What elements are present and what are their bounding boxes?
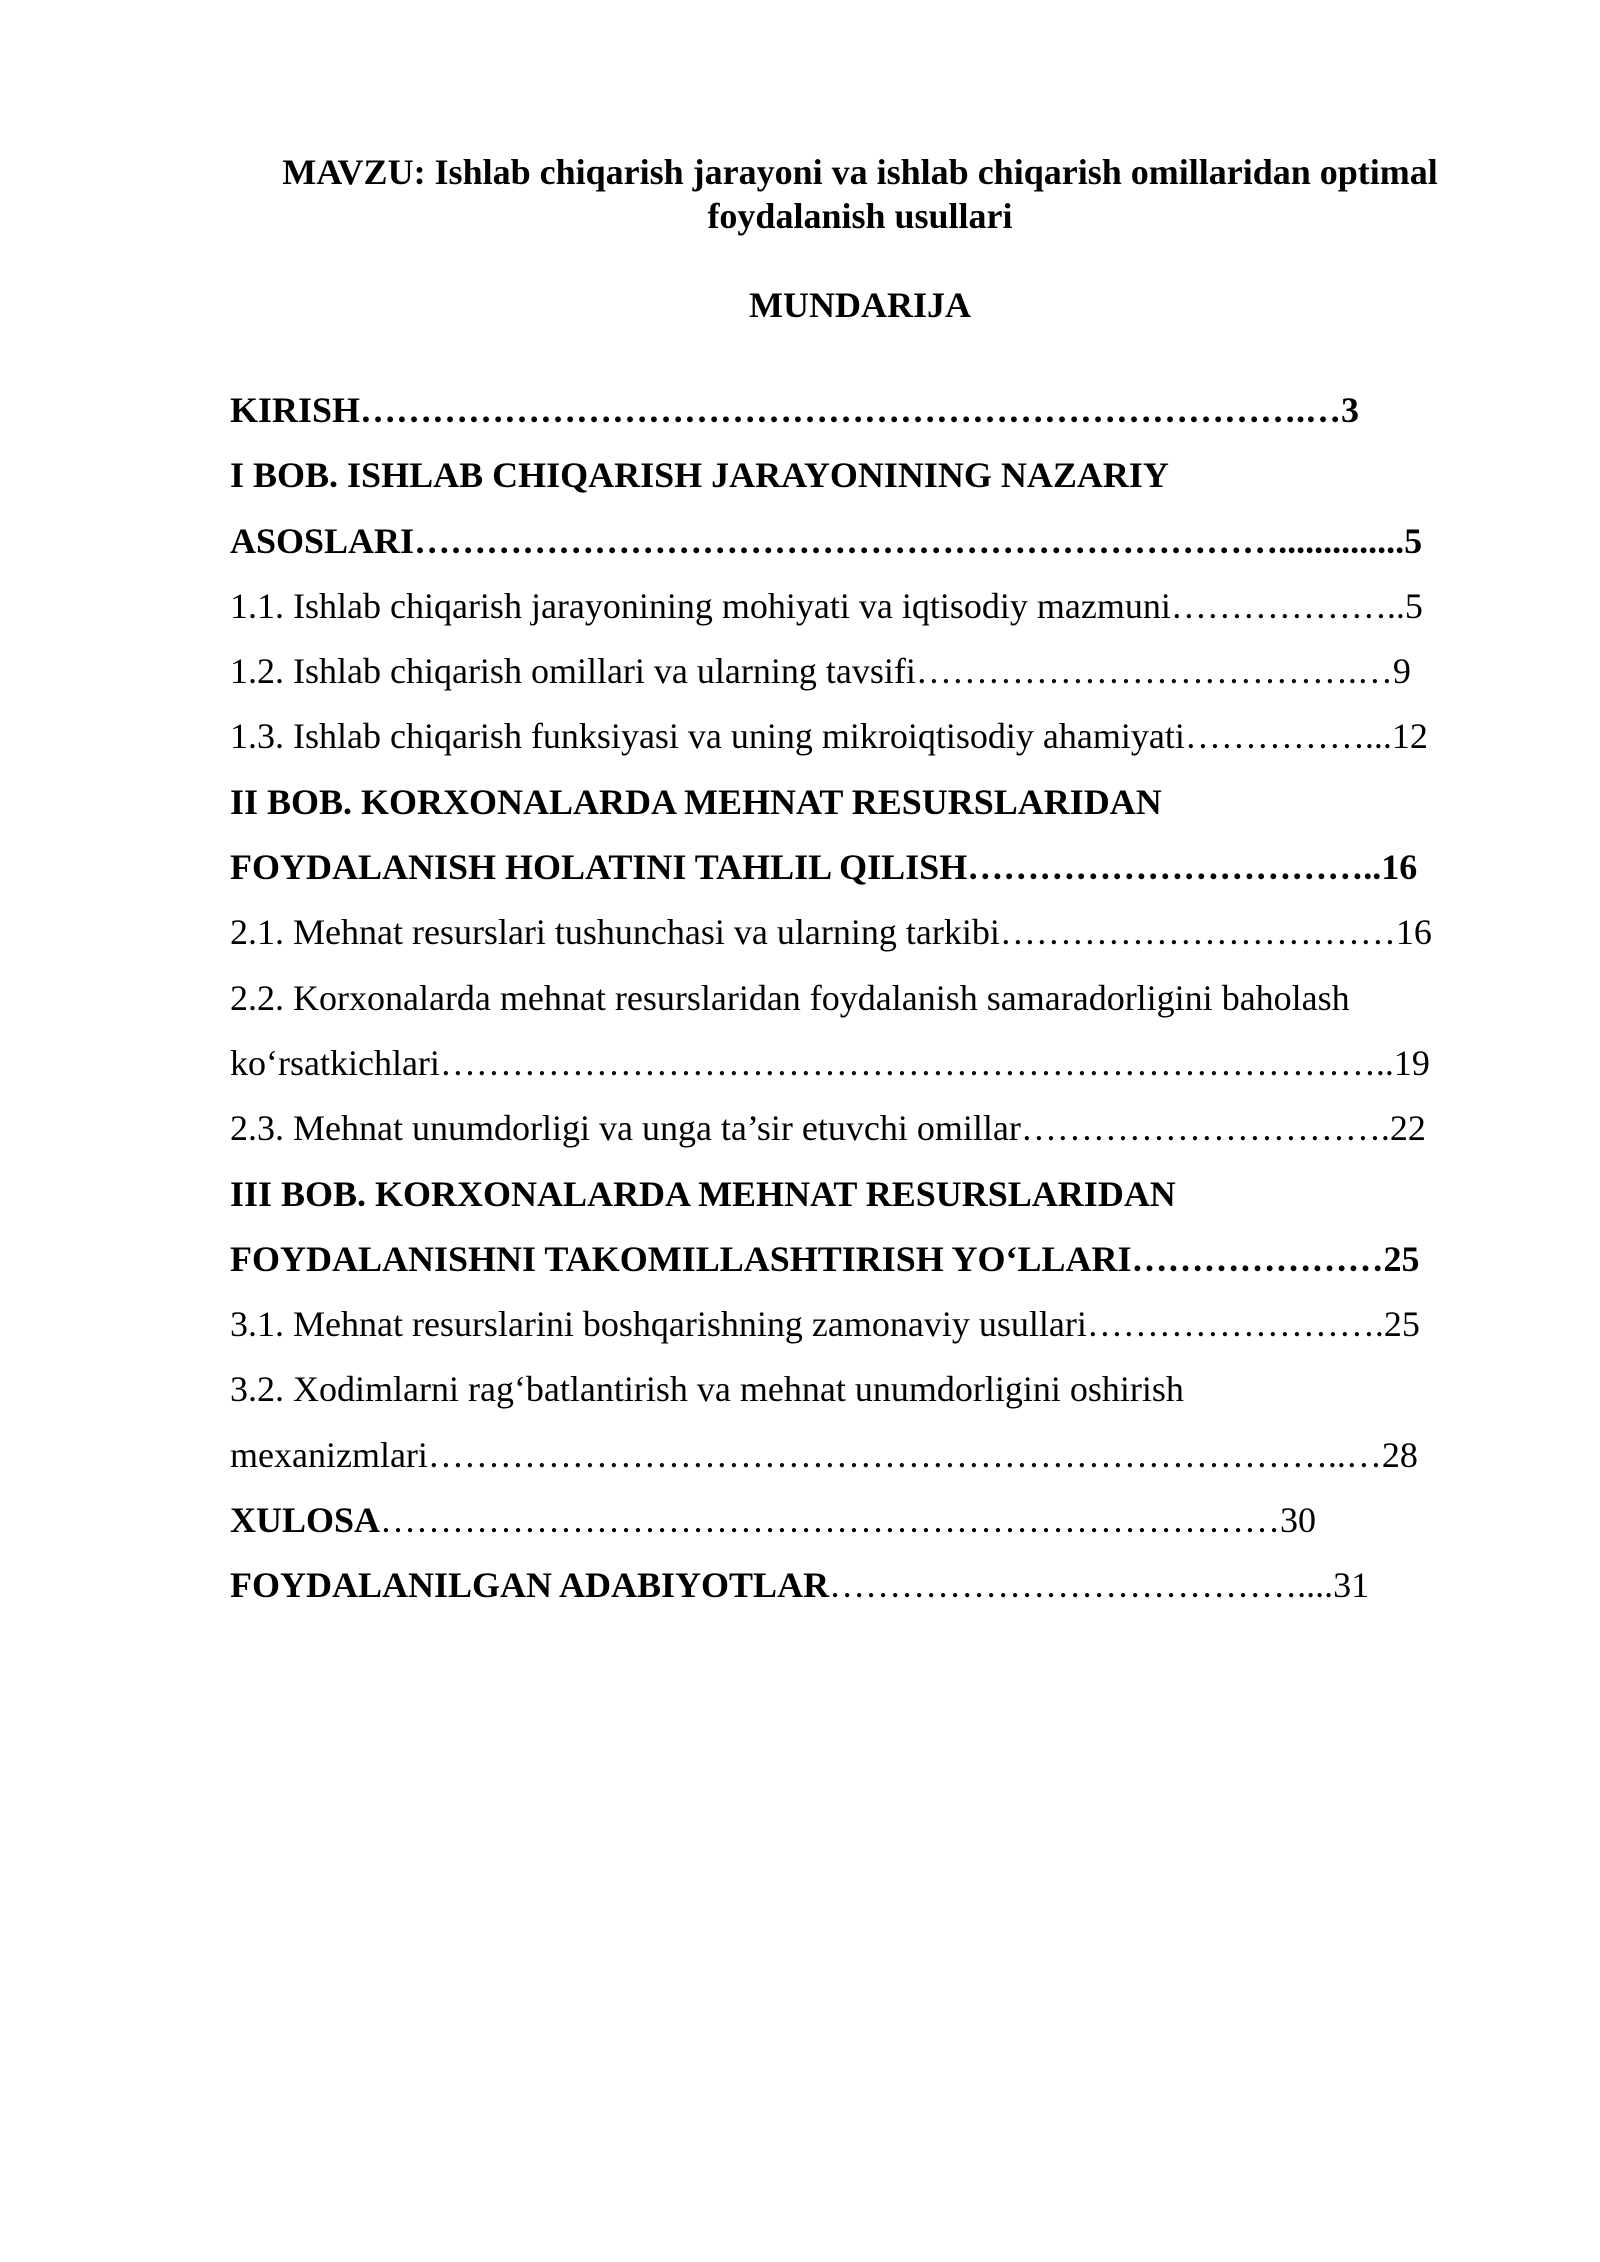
toc-entry-section-1-2 bbox=[230, 639, 1500, 704]
toc-entry-section-2-1 bbox=[230, 900, 1500, 965]
toc-entry-page: 25 bbox=[1383, 1238, 1420, 1279]
toc-entry-page: 5 bbox=[1404, 520, 1423, 561]
toc-entry-chapter-3-line-2 bbox=[230, 1227, 1500, 1292]
toc-entry-page: 9 bbox=[1392, 651, 1411, 692]
toc-entry-title: FOYDALANISHNI TAKOMILLASHTIRISH YO‘LLARI bbox=[230, 1238, 1132, 1279]
toc-entry-page: 30 bbox=[1280, 1500, 1317, 1541]
toc-entry-section-3-2-line-1 bbox=[230, 1357, 1500, 1422]
toc-entry-leader: ………………………………….... bbox=[829, 1565, 1334, 1606]
toc-entry-section-3-1 bbox=[230, 1292, 1500, 1357]
toc-entry-title: XULOSA bbox=[230, 1500, 381, 1541]
toc-entry-title: FOYDALANILGAN ADABIYOTLAR bbox=[230, 1565, 830, 1606]
toc-entry-title: 3.2. Xodimlarni rag‘batlantirish va mehnat unumdorligini oshirish bbox=[230, 1369, 1184, 1410]
toc-entry-page: 5 bbox=[1404, 585, 1423, 626]
toc-entry-section-3-2-line-2 bbox=[230, 1423, 1500, 1488]
toc-entry-leader: …………………………… bbox=[999, 912, 1396, 953]
toc-entry-page: 19 bbox=[1393, 1042, 1430, 1083]
toc-entry-title: FOYDALANISH HOLATINI TAHLIL QILISH bbox=[230, 847, 968, 888]
toc-entry-chapter-1-line-1 bbox=[230, 443, 1500, 508]
toc-entry-title: 1.1. Ishlab chiqarish jarayonining mohiyati va iqtisodiy mazmuni bbox=[230, 585, 1171, 626]
toc-entry-leader: ……………………………………………………………….............. bbox=[414, 520, 1405, 561]
toc-entry-title: 1.3. Ishlab chiqarish funksiyasi va uning mikroiqtisodiy ahamiyati bbox=[230, 716, 1185, 757]
toc-entry-title: mexanizmlari bbox=[230, 1434, 428, 1475]
toc-entry-page: 31 bbox=[1333, 1565, 1370, 1606]
toc-entry-page: 22 bbox=[1389, 1108, 1426, 1149]
toc-heading: MUNDARIJA bbox=[749, 285, 971, 325]
toc-entry-leader: …………………………………………………………………..… bbox=[427, 1434, 1382, 1475]
toc-entry-leader: ……………………………….… bbox=[915, 651, 1393, 692]
toc-entry-leader: ……………….. bbox=[1170, 585, 1405, 626]
toc-entry-leader: …………………………………………………………………….. bbox=[439, 1042, 1394, 1083]
toc-entry-title: 2.1. Mehnat resurslari tushunchasi va ularning tarkibi bbox=[230, 912, 1000, 953]
toc-entry-title: I BOB. ISHLAB CHIQARISH JARAYONINING NAZARIY bbox=[230, 455, 1169, 496]
toc-entry-title: KIRISH bbox=[230, 390, 361, 430]
toc-entry-leader: …………………………….. bbox=[967, 847, 1382, 888]
toc-entry-page: 28 bbox=[1381, 1434, 1418, 1475]
toc-entry-leader: ……………………. bbox=[1086, 1304, 1384, 1345]
toc-entry-kirish bbox=[230, 378, 1500, 443]
toc-entry-page: 25 bbox=[1383, 1304, 1420, 1345]
toc-entry-chapter-3-line-1 bbox=[230, 1162, 1500, 1227]
toc-entry-leader: …………………………………………………………………….… bbox=[360, 390, 1342, 430]
toc-entry-leader: ………………… bbox=[1131, 1238, 1384, 1279]
document-title-line-1: MAVZU: Ishlab chiqarish jarayoni va ishlab chiqarish omillaridan optimal bbox=[282, 152, 1438, 192]
toc-entry-leader: ………………………………………………………………… bbox=[380, 1500, 1281, 1541]
toc-entry-title: 2.3. Mehnat unumdorligi va unga ta’sir etuvchi omillar bbox=[230, 1108, 1021, 1149]
toc-entry-title: ASOSLARI bbox=[230, 520, 415, 561]
document-title-line-2: foydalanish usullari bbox=[707, 196, 1013, 236]
toc-entry-page: 16 bbox=[1395, 912, 1432, 953]
toc-entry-section-1-1 bbox=[230, 574, 1500, 639]
toc-entry-section-2-2-line-1 bbox=[230, 966, 1500, 1031]
toc-entry-title: II BOB. KORXONALARDA MEHNAT RESURSLARIDAN bbox=[230, 781, 1162, 822]
toc-entry-page: 16 bbox=[1381, 847, 1418, 888]
toc-entry-page: 3 bbox=[1341, 390, 1360, 430]
toc-entry-title: 1.2. Ishlab chiqarish omillari va ularning tavsifi bbox=[230, 651, 916, 692]
toc-entry-title: 2.2. Korxonalarda mehnat resurslaridan foydalanish samaradorligini baholash bbox=[230, 977, 1350, 1018]
toc-entry-chapter-1-line-2 bbox=[230, 509, 1500, 574]
toc-entry-leader: ……………... bbox=[1184, 716, 1392, 757]
toc-entry-leader: …………………………. bbox=[1020, 1108, 1390, 1149]
toc-entry-section-2-2-line-2 bbox=[230, 1031, 1500, 1096]
toc-entry-references bbox=[230, 1553, 1500, 1618]
document-title bbox=[200, 150, 1520, 238]
toc-entry-page: 12 bbox=[1391, 716, 1428, 757]
toc-entry-chapter-2-line-2 bbox=[230, 835, 1500, 900]
table-of-contents bbox=[230, 378, 1500, 1619]
toc-entry-chapter-2-line-1 bbox=[230, 770, 1500, 835]
toc-entry-title: III BOB. KORXONALARDA MEHNAT RESURSLARIDAN bbox=[230, 1173, 1176, 1214]
toc-entry-section-2-3 bbox=[230, 1096, 1500, 1161]
toc-entry-title: 3.1. Mehnat resurslarini boshqarishning zamonaviy usullari bbox=[230, 1304, 1087, 1345]
toc-entry-xulosa bbox=[230, 1488, 1500, 1553]
toc-entry-section-1-3 bbox=[230, 704, 1500, 769]
toc-entry-title: ko‘rsatkichlari bbox=[230, 1042, 440, 1083]
